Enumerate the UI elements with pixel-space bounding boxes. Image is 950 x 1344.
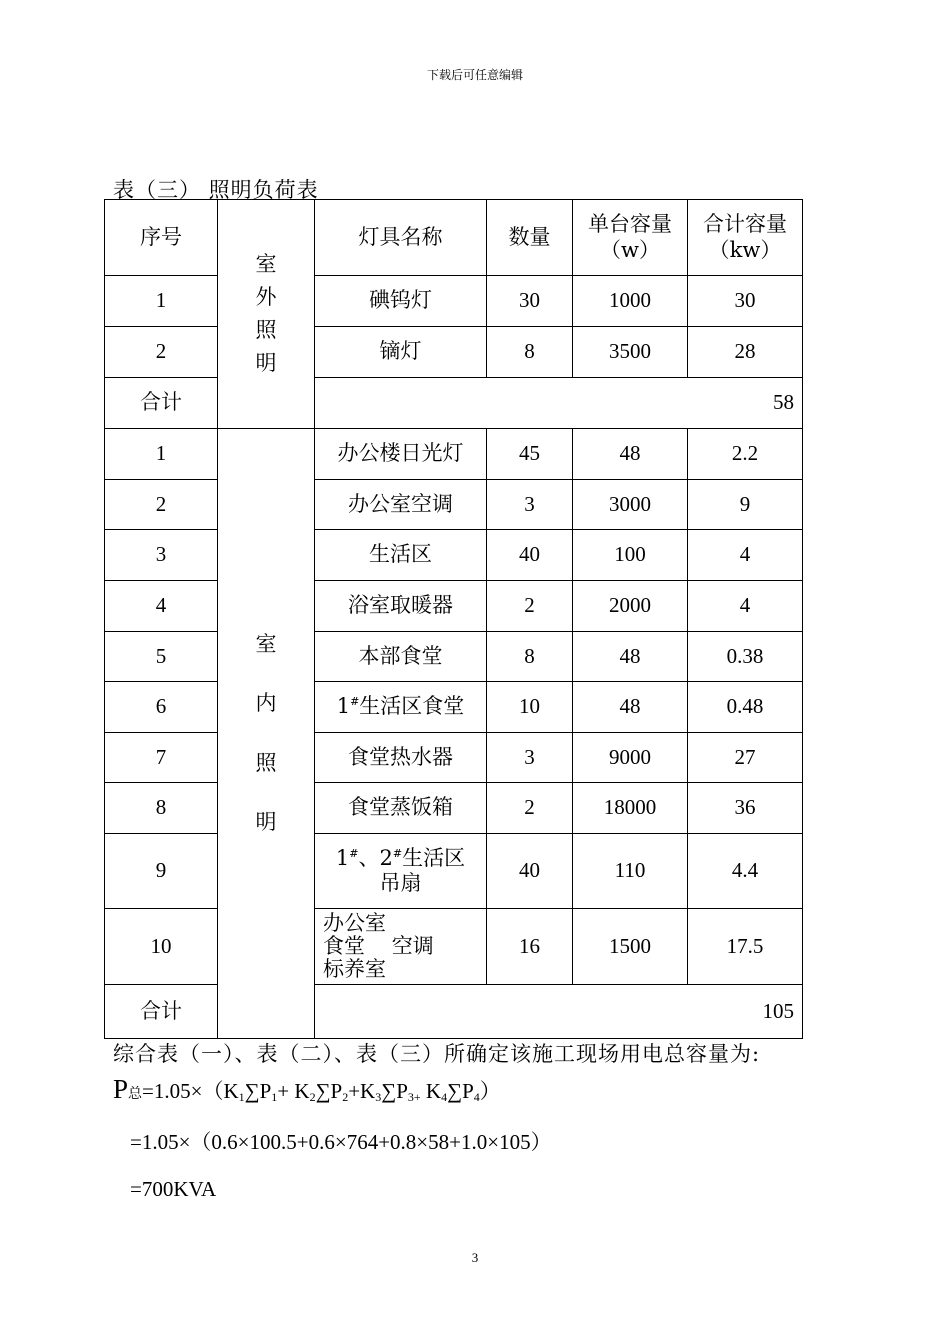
- formula-p: P: [113, 1074, 129, 1104]
- formula-part: ∑P: [315, 1079, 343, 1103]
- formula-zong: 总: [128, 1086, 143, 1102]
- name-line-1: 办公室: [323, 910, 386, 935]
- lighting-load-table: [104, 199, 803, 1039]
- cell-name: 本部食堂: [315, 632, 487, 682]
- category-char: 外: [255, 284, 277, 309]
- cell-total: 0.38: [688, 632, 803, 682]
- cell-seq: 10: [105, 909, 218, 985]
- cell-qty: 30: [487, 276, 573, 327]
- cell-seq: 6: [105, 682, 218, 733]
- header-note: 下载后可任意编辑: [426, 68, 523, 82]
- cell-qty: 40: [487, 834, 573, 909]
- formula-part: =1.05×（K: [142, 1079, 239, 1103]
- name-superscript: #: [350, 695, 360, 709]
- formula-subscript: 3+: [407, 1090, 421, 1104]
- cell-seq: 3: [105, 530, 218, 581]
- col-header-qty: 数量: [487, 200, 573, 276]
- formula-subscript: 2: [342, 1090, 349, 1104]
- formula-part: K: [420, 1079, 442, 1103]
- table-caption: 表（三） 照明负荷表: [113, 178, 319, 202]
- cell-unit: 100: [573, 530, 688, 581]
- category-char: 明: [255, 351, 277, 376]
- cell-total: 36: [688, 783, 803, 834]
- table-row: [105, 834, 803, 909]
- formula-part: +K: [348, 1079, 376, 1103]
- formula-subscript: 1: [271, 1090, 278, 1104]
- category-indoor-lighting: [218, 429, 315, 1039]
- table-row: [105, 327, 803, 378]
- total-capacity-label: 合计容量: [703, 212, 787, 237]
- col-header-total-capacity: [688, 200, 803, 276]
- subtotal-label: 合计: [105, 985, 218, 1039]
- cell-name: 镝灯: [315, 327, 487, 378]
- unit-capacity-label: 单台容量: [588, 212, 672, 237]
- cell-qty: 3: [487, 733, 573, 783]
- cell-unit: 9000: [573, 733, 688, 783]
- cell-qty: 8: [487, 327, 573, 378]
- col-header-unit-capacity: [573, 200, 688, 276]
- formula-line: [113, 1074, 501, 1105]
- cell-seq: 4: [105, 581, 218, 632]
- formula-part: ∑P: [244, 1079, 272, 1103]
- cell-total: 17.5: [688, 909, 803, 985]
- cell-total: 27: [688, 733, 803, 783]
- cell-name: 浴室取暖器: [315, 581, 487, 632]
- table-row: [105, 276, 803, 327]
- table-row: [105, 429, 803, 480]
- cell-name: 碘钨灯: [315, 276, 487, 327]
- cell-total: 0.48: [688, 682, 803, 733]
- calc-line: =1.05×（0.6×100.5+0.6×764+0.8×58+1.0×105）: [130, 1130, 552, 1154]
- cell-seq: 8: [105, 783, 218, 834]
- cell-total: 28: [688, 327, 803, 378]
- name-part: 生活区: [402, 845, 466, 870]
- name-rest: 生活区食堂: [359, 694, 465, 719]
- cell-name: 办公楼日光灯: [315, 429, 487, 480]
- cell-seq: 1: [105, 429, 218, 480]
- formula-subscript: 3: [375, 1090, 382, 1104]
- col-header-name: 灯具名称: [315, 200, 487, 276]
- category-char: 照: [255, 318, 277, 342]
- name-prefix: 1: [336, 694, 351, 719]
- result-line: =700KVA: [130, 1177, 217, 1201]
- total-capacity-unit: （kw）: [708, 237, 782, 262]
- subtotal-label: 合计: [105, 378, 218, 429]
- cell-seq: 9: [105, 834, 218, 909]
- cell-unit: 110: [573, 834, 688, 909]
- cell-unit: 48: [573, 429, 688, 480]
- cell-seq: 5: [105, 632, 218, 682]
- formula-part: ）: [479, 1079, 501, 1103]
- cell-total: 2.2: [688, 429, 803, 480]
- category-char: 室: [255, 251, 277, 276]
- name-line-2: 吊扇: [379, 871, 422, 895]
- name-line-1: [315, 846, 486, 871]
- formula-subscript: 4: [441, 1090, 448, 1104]
- cell-unit: 18000: [573, 783, 688, 834]
- category-char: 内: [255, 691, 277, 716]
- page-number: 3: [471, 1250, 479, 1265]
- table-row: [105, 909, 803, 985]
- cell-name: 食堂蒸饭箱: [315, 783, 487, 834]
- cell-qty: 45: [487, 429, 573, 480]
- cell-unit: 48: [573, 632, 688, 682]
- cell-total: 4: [688, 581, 803, 632]
- cell-qty: 3: [487, 480, 573, 530]
- subtotal-value: 58: [315, 378, 803, 429]
- cell-qty: 2: [487, 783, 573, 834]
- cell-total: 4.4: [688, 834, 803, 909]
- formula-part: ∑P: [447, 1079, 474, 1103]
- name-line-3: 标养室: [323, 957, 386, 982]
- table-row: [105, 480, 803, 530]
- cell-unit: 1000: [573, 276, 688, 327]
- summary-text: 综合表（一）、表（二）、表（三）所确定该施工现场用电总容量为:: [113, 1042, 761, 1066]
- cell-unit: 3000: [573, 480, 688, 530]
- category-char: 明: [255, 809, 277, 834]
- cell-name: 食堂热水器: [315, 733, 487, 783]
- cell-total: 9: [688, 480, 803, 530]
- category-char: 照: [255, 750, 277, 775]
- formula-subscript: 4: [473, 1090, 480, 1104]
- col-header-seq: 序号: [105, 200, 218, 276]
- category-outdoor-lighting: [218, 200, 315, 429]
- cell-seq: 1: [105, 276, 218, 327]
- cell-name: 办公室空调: [315, 480, 487, 530]
- cell-unit: 2000: [573, 581, 688, 632]
- cell-name: [315, 909, 487, 985]
- cell-qty: 16: [487, 909, 573, 985]
- cell-qty: 2: [487, 581, 573, 632]
- table-row: [105, 783, 803, 834]
- cell-unit: 1500: [573, 909, 688, 985]
- table-header-row: [105, 200, 803, 276]
- category-char: 室: [255, 632, 277, 657]
- cell-total: 4: [688, 530, 803, 581]
- name-superscript: #: [349, 846, 359, 860]
- cell-unit: 3500: [573, 327, 688, 378]
- cell-name: 生活区: [315, 530, 487, 581]
- cell-unit: 48: [573, 682, 688, 733]
- cell-seq: 2: [105, 480, 218, 530]
- cell-qty: 10: [487, 682, 573, 733]
- formula-subscript: 2: [309, 1090, 316, 1104]
- cell-total: 30: [688, 276, 803, 327]
- cell-seq: 7: [105, 733, 218, 783]
- cell-name: [315, 834, 487, 909]
- name-line-2: 食堂 空调: [323, 933, 434, 958]
- table-row: [105, 581, 803, 632]
- subtotal-row-outdoor: [105, 378, 803, 429]
- subtotal-row-indoor: [105, 985, 803, 1039]
- table-row: [105, 733, 803, 783]
- cell-name: [315, 682, 487, 733]
- cell-qty: 40: [487, 530, 573, 581]
- name-superscript: #: [392, 846, 403, 860]
- cell-qty: 8: [487, 632, 573, 682]
- table-row: [105, 682, 803, 733]
- unit-capacity-unit: （w）: [600, 237, 660, 262]
- formula-part: + K: [277, 1079, 310, 1103]
- cell-seq: 2: [105, 327, 218, 378]
- name-part: 1: [335, 845, 350, 870]
- table-row: [105, 632, 803, 682]
- table-row: [105, 530, 803, 581]
- formula-part: ∑P: [381, 1079, 408, 1103]
- name-part: 、2: [358, 845, 393, 870]
- subtotal-value: 105: [315, 985, 803, 1039]
- formula-subscript: 1: [238, 1090, 245, 1104]
